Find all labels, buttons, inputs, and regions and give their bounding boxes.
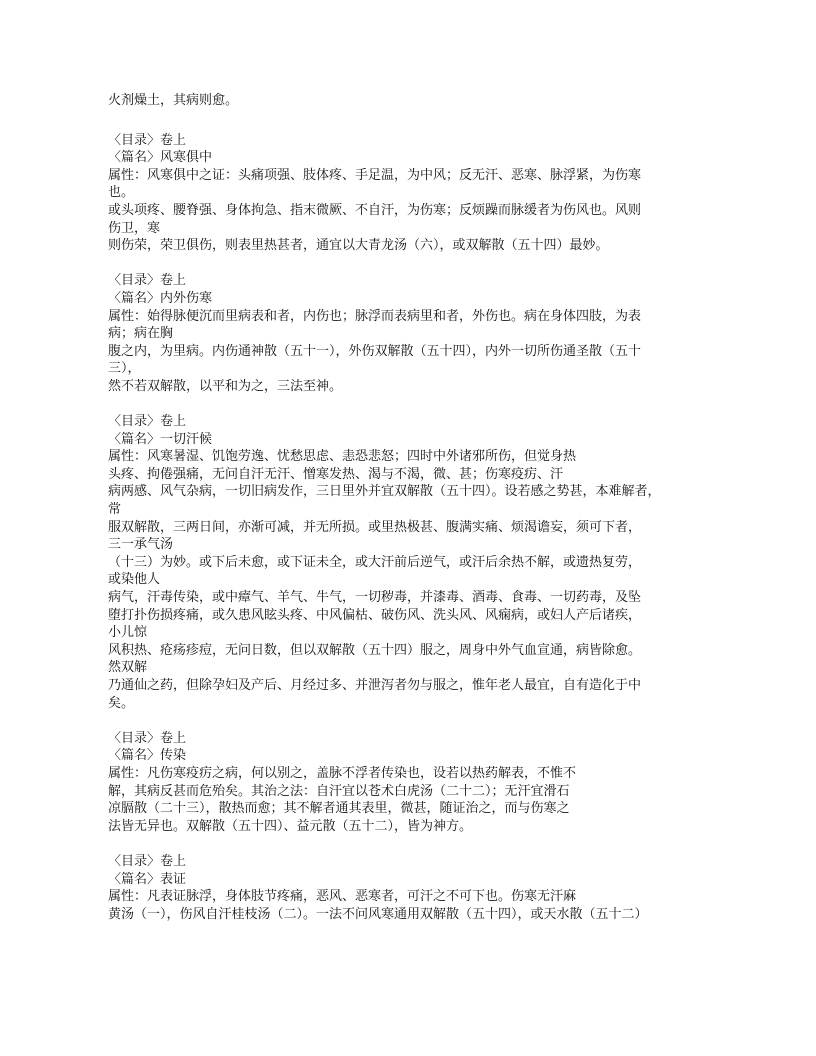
section-text-line: 伤卫，寒	[108, 220, 161, 236]
section-text-line: 三一承气汤	[108, 537, 174, 553]
section-text-line: 法皆无异也。双解散（五十四）、益元散（五十二），皆为神方。	[108, 818, 473, 834]
section-text-line: 三），	[108, 361, 141, 377]
section-catalog: 〈目录〉卷上	[108, 730, 187, 746]
section-text-line: 矣。	[108, 695, 135, 711]
section	[108, 730, 728, 836]
section-text-line: 属性：风寒暑湿、饥饱劳逸、忧愁思虑、恚恐悲怒；四时中外诸邪所伤，但觉身热	[108, 449, 577, 465]
section-text-line: 腹之内，为里病。内伤通神散（五十一），外伤双解散（五十四），内外一切所伤通圣散（五十	[108, 343, 642, 359]
section-title: 〈篇名〉一切汗候	[108, 431, 213, 447]
document-page	[108, 92, 728, 923]
section	[108, 272, 728, 395]
section-text-line: 属性：风寒俱中之证：头痛项强、肢体疼、手足温，为中风；反无汗、恶寒、脉浮紧，为伤寒	[108, 167, 642, 183]
section	[108, 853, 728, 923]
section-text-line: 乃通仙之药，但除孕妇及产后、月经过多、并泄泻者勿与服之，惟年老人最宜，自有造化于中	[108, 678, 642, 693]
section-text-line: 病；病在胸	[108, 326, 174, 342]
section-title: 〈篇名〉表证	[108, 871, 187, 887]
section-text-line: 或染他人	[108, 572, 161, 588]
section-catalog: 〈目录〉卷上	[108, 273, 187, 289]
section-text-line: 属性：凡伤寒疫疠之病，何以别之，盖脉不浮者传染也，设若以热药解表，不惟不	[108, 765, 577, 781]
section-text-line: 小儿惊	[108, 625, 148, 641]
section-title: 〈篇名〉风寒俱中	[108, 150, 213, 166]
section-text-line: 也。	[108, 185, 135, 201]
section-text-line: 或头项疼、腰脊强、身体拘急、指末微厥、不自汗，为伤寒；反烦躁而脉缓者为伤风也。风则	[108, 202, 642, 218]
section-text-line: 常	[108, 502, 122, 518]
section-catalog: 〈目录〉卷上	[108, 414, 187, 430]
section-text-line: 黄汤（一），伤风自汗桂枝汤（二）。一法不问风寒通用双解散（五十四），或天水散（五十二）	[108, 906, 648, 922]
section-catalog: 〈目录〉卷上	[108, 853, 187, 869]
section-catalog: 〈目录〉卷上	[108, 132, 187, 148]
section-title: 〈篇名〉内外伤寒	[108, 290, 213, 306]
section-text-line: 病气，汗毒传染，或中瘴气、羊气、牛气，一切秽毒，并漆毒、酒毒、食毒、一切药毒，及坠	[108, 590, 642, 606]
section-text-line: 服双解散，三两日间，亦渐可减，并无所损。或里热极甚、腹满实痛、烦渴谵妄，须可下者，	[108, 519, 642, 535]
section-text-line: 则伤荣，荣卫俱伤，则表里热甚者，通宜以大青龙汤（六），或双解散（五十四）最妙。	[108, 238, 609, 254]
intro-line: 火剂燥土，其病则愈。	[108, 93, 239, 108]
section	[108, 413, 728, 712]
section-text-line: 风积热、疮疡疹痘，无问日数，但以双解散（五十四）服之，周身中外气血宣通，病皆除愈。	[108, 642, 642, 658]
section-text-line: 堕打扑伤损疼痛，或久患风眩头疼、中风偏枯、破伤风、洗头风、风痫病，或妇人产后诸疾，	[108, 607, 642, 623]
section-text-line: 然双解	[108, 660, 148, 676]
section-text-line: 解，其病反甚而危殆矣。其治之法：自汗宜以苍术白虎汤（二十二）；无汗宜滑石	[108, 783, 570, 799]
section-text-line: 属性：凡表证脉浮，身体肢节疼痛，恶风、恶寒者，可汗之不可下也。伤寒无汗麻	[108, 889, 577, 905]
section-text-line: 病两感、风气杂病，一切旧病发作，三日里外并宜双解散（五十四）。设若感之势甚，本难解者，	[108, 484, 661, 500]
section-text-line: 然不若双解散，以平和为之，三法至神。	[108, 378, 343, 394]
section	[108, 132, 728, 255]
section-text-line: 头疼、拘倦强痛，无问自汗无汗、憎寒发热、渴与不渴，微、甚；伤寒疫疠、汗	[108, 466, 564, 482]
section-text-line: 属性：始得脉便沉而里病表和者，内伤也；脉浮而表病里和者，外伤也。病在身体四肢，为表	[108, 308, 642, 324]
section-text-line: （十三）为妙。或下后未愈，或下证未全，或大汗前后逆气，或汗后余热不解，或遗热复劳，	[108, 554, 642, 570]
section-text-line: 凉膈散（二十三），散热而愈；其不解者通其表里，微甚，随证治之，而与伤寒之	[108, 801, 570, 817]
section-title: 〈篇名〉传染	[108, 748, 187, 764]
